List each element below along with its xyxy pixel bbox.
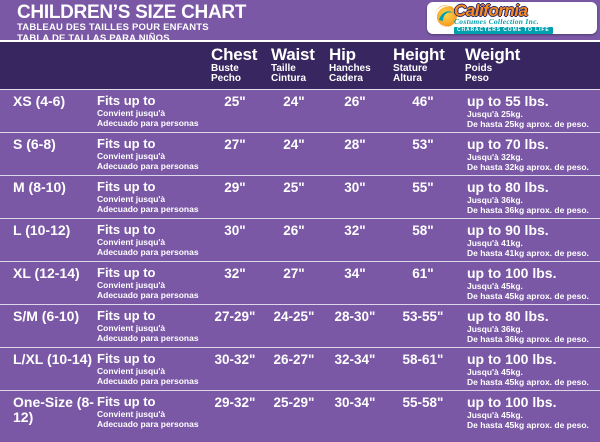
waist-value: 24-25" bbox=[273, 309, 315, 324]
size-label: S/M (6-10) bbox=[13, 308, 80, 324]
height-value: 55" bbox=[412, 180, 434, 195]
size-label: XS (4-6) bbox=[13, 93, 66, 109]
chest-value: 30" bbox=[224, 223, 246, 238]
col-header-height: Height Stature Altura bbox=[393, 45, 445, 85]
waist-value: 27" bbox=[283, 266, 305, 281]
hip-value: 34" bbox=[344, 266, 366, 281]
brand-tagline: CHARACTERS COME TO LIFE bbox=[454, 27, 553, 34]
waist-value: 25" bbox=[283, 180, 305, 195]
size-row bbox=[0, 133, 600, 176]
hip-value: 32-34" bbox=[334, 352, 376, 367]
size-label: L/XL (10-14) bbox=[13, 351, 93, 367]
hip-value: 32" bbox=[344, 223, 366, 238]
waist-value: 26-27" bbox=[273, 352, 315, 367]
fits-label: Fits up to Convient jusqu'à Adecuado para personas bbox=[97, 136, 199, 172]
waist-value: 26" bbox=[283, 223, 305, 238]
col-header-waist: Waist Taille Cintura bbox=[271, 45, 315, 85]
size-row bbox=[0, 219, 600, 262]
waist-value: 25-29" bbox=[273, 395, 315, 410]
size-row bbox=[0, 305, 600, 348]
brand-name: California bbox=[454, 1, 528, 21]
height-value: 46" bbox=[412, 94, 434, 109]
size-row bbox=[0, 391, 600, 442]
subtitle-french: TABLEAU DES TAILLES POUR ENFANTS bbox=[17, 22, 209, 33]
page-title: CHILDREN’S SIZE CHART bbox=[17, 2, 247, 23]
fits-label: Fits up to Convient jusqu'à Adecuado para personas bbox=[97, 93, 199, 129]
weight-value: up to 80 lbs. Jusqu'à 36kg. De hasta 36kg aprox. de peso. bbox=[467, 179, 589, 216]
col-header-hip: Hip Hanches Cadera bbox=[329, 45, 371, 85]
weight-value: up to 90 lbs. Jusqu'à 41kg. De hasta 41kg aprox. de peso. bbox=[467, 222, 589, 259]
height-value: 53" bbox=[412, 137, 434, 152]
chart-header bbox=[0, 0, 600, 45]
height-value: 55-58" bbox=[402, 395, 444, 410]
size-label: XL (12-14) bbox=[13, 265, 80, 281]
size-row bbox=[0, 262, 600, 305]
weight-value: up to 55 lbs. Jusqu'à 25kg. De hasta 25kg aprox. de peso. bbox=[467, 93, 589, 130]
chest-value: 27-29" bbox=[214, 309, 256, 324]
col-header-chest: Chest Buste Pecho bbox=[211, 45, 258, 85]
brand-logo bbox=[427, 2, 597, 34]
size-row bbox=[0, 176, 600, 219]
size-label: One-Size (8-12) bbox=[13, 394, 94, 426]
waist-value: 24" bbox=[283, 94, 305, 109]
size-row bbox=[0, 348, 600, 391]
fits-label: Fits up to Convient jusqu'à Adecuado para personas bbox=[97, 308, 199, 344]
weight-value: up to 70 lbs. Jusqu'à 32kg. De hasta 32kg aprox. de peso. bbox=[467, 136, 589, 173]
size-rows bbox=[0, 90, 600, 442]
fits-label: Fits up to Convient jusqu'à Adecuado para personas bbox=[97, 179, 199, 215]
subtitle-spanish: TABLA DE TALLAS PARA NIÑOS bbox=[17, 33, 170, 45]
size-label: S (6-8) bbox=[13, 136, 56, 152]
size-label: L (10-12) bbox=[13, 222, 71, 238]
size-row bbox=[0, 90, 600, 133]
column-header-row bbox=[0, 40, 600, 90]
height-value: 58-61" bbox=[402, 352, 444, 367]
chest-value: 29-32" bbox=[214, 395, 256, 410]
col-header-weight: Weight Poids Peso bbox=[465, 45, 521, 85]
weight-value: up to 100 lbs. Jusqu'à 45kg. De hasta 45kg aprox. de peso. bbox=[467, 351, 589, 388]
size-label: M (8-10) bbox=[13, 179, 66, 195]
hip-value: 30-34" bbox=[334, 395, 376, 410]
hip-value: 30" bbox=[344, 180, 366, 195]
fits-label: Fits up to Convient jusqu'à Adecuado para personas bbox=[97, 351, 199, 387]
fits-label: Fits up to Convient jusqu'à Adecuado para personas bbox=[97, 394, 199, 430]
chest-value: 30-32" bbox=[214, 352, 256, 367]
fits-label: Fits up to Convient jusqu'à Adecuado para personas bbox=[97, 222, 199, 258]
hip-value: 28-30" bbox=[334, 309, 376, 324]
weight-value: up to 80 lbs. Jusqu'à 36kg. De hasta 36kg aprox. de peso. bbox=[467, 308, 589, 345]
hip-value: 28" bbox=[344, 137, 366, 152]
hip-value: 26" bbox=[344, 94, 366, 109]
weight-value: up to 100 lbs. Jusqu'à 45kg. De hasta 45kg aprox. de peso. bbox=[467, 394, 589, 431]
chest-value: 27" bbox=[224, 137, 246, 152]
height-value: 61" bbox=[412, 266, 434, 281]
waist-value: 24" bbox=[283, 137, 305, 152]
height-value: 53-55" bbox=[402, 309, 444, 324]
brand-script: Costumes Collection Inc. bbox=[454, 17, 539, 27]
height-value: 58" bbox=[412, 223, 434, 238]
chest-value: 29" bbox=[224, 180, 246, 195]
fits-label: Fits up to Convient jusqu'à Adecuado para personas bbox=[97, 265, 199, 301]
chest-value: 32" bbox=[224, 266, 246, 281]
chest-value: 25" bbox=[224, 94, 246, 109]
weight-value: up to 100 lbs. Jusqu'à 45kg. De hasta 45kg aprox. de peso. bbox=[467, 265, 589, 302]
